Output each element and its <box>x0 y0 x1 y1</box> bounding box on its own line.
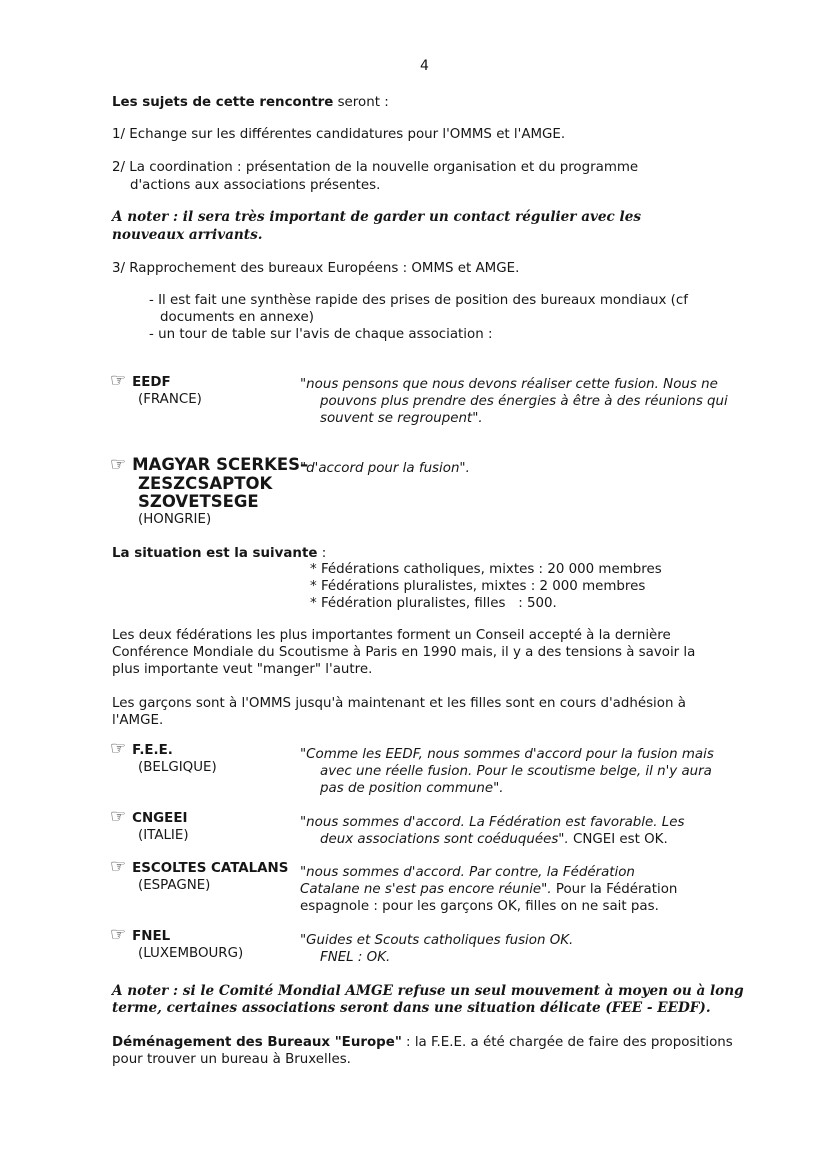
list-item: * Fédérations pluralistes, mixtes : 2 000 membres <box>310 579 646 594</box>
org-country: (FRANCE) <box>138 392 202 407</box>
org-name: MAGYAR SCERKES– <box>132 455 309 474</box>
situation-heading <box>112 545 326 562</box>
statement-line: "Comme les EEDF, nous sommes d'accord pour la fusion mais <box>300 747 714 762</box>
pointing-hand-icon: ☞ <box>110 856 127 877</box>
statement-plain: CNGEI est OK. <box>568 832 668 847</box>
situation-heading-bold: La situation est la suivante <box>112 546 318 561</box>
org-country: (HONGRIE) <box>138 512 212 527</box>
org-name: CNGEEI <box>132 811 188 826</box>
closing-paragraph <box>112 1034 733 1068</box>
bullet-1-line-2: documents en annexe) <box>160 310 314 325</box>
cngeei-statement <box>300 814 730 848</box>
situation-list <box>310 561 662 612</box>
paragraph-line: Les garçons sont à l'OMMS jusqu'à maintenant et les filles sont en cours d'adhésion à <box>112 696 686 711</box>
org-escoltes <box>110 858 300 894</box>
org-country: (LUXEMBOURG) <box>138 946 244 961</box>
intro-bold: Les sujets de cette rencontre <box>112 95 334 110</box>
list-item: * Fédérations catholiques, mixtes : 20 000 membres <box>310 562 662 577</box>
item-3: 3/ Rapprochement des bureaux Européens : OMMS et AMGE. <box>112 261 520 276</box>
fee-statement <box>300 746 730 797</box>
situation-heading-rest: : <box>317 546 327 561</box>
eedf-statement <box>300 376 730 427</box>
statement-line: "Guides et Scouts catholiques fusion OK. <box>300 933 574 948</box>
bullet-2: - un tour de table sur l'avis de chaque association : <box>149 327 493 342</box>
org-name: F.E.E. <box>132 743 173 758</box>
org-fee <box>110 740 290 776</box>
org-name: EEDF <box>132 375 171 390</box>
org-name-line: ZESZCSAPTOK <box>138 474 273 493</box>
pointing-hand-icon: ☞ <box>110 370 127 391</box>
paragraph-1 <box>112 627 695 678</box>
list-item: * Fédération pluralistes, filles : 500. <box>310 596 557 611</box>
item-2-line-2: d'actions aux associations présentes. <box>130 178 381 193</box>
org-country: (ITALIE) <box>138 828 189 843</box>
statement-line: "nous sommes d'accord. La Fédération est favorable. Les <box>300 815 685 830</box>
paragraph-2 <box>112 695 686 729</box>
closing-bold: Déménagement des Bureaux "Europe" <box>112 1035 402 1050</box>
paragraph-line: plus importante veut "manger" l'autre. <box>112 662 373 677</box>
statement-plain: Pour la Fédération <box>551 882 678 897</box>
closing-line <box>112 1034 733 1051</box>
fnel-statement <box>300 932 730 966</box>
note-2-line-1: A noter : si le Comité Mondial AMGE refuse un seul mouvement à moyen ou à long <box>112 983 744 999</box>
statement-line: pouvons plus prendre des énergies à être à des réunions qui <box>320 394 728 409</box>
org-name: ESCOLTES CATALANS <box>132 861 289 876</box>
magyar-statement: "d'accord pour la fusion". <box>300 461 470 476</box>
statement-line: espagnole : pour les garçons OK, filles on ne sait pas. <box>300 899 659 914</box>
item-2-line-1: 2/ La coordination : présentation de la nouvelle organisation et du programme <box>112 160 639 175</box>
statement-line: souvent se regroupent". <box>320 411 483 426</box>
pointing-hand-icon: ☞ <box>110 806 127 827</box>
pointing-hand-icon: ☞ <box>110 738 127 759</box>
org-fnel <box>110 926 290 962</box>
note-1-line-1: A noter : il sera très important de garder un contact régulier avec les <box>112 209 642 225</box>
escoltes-statement <box>300 864 730 915</box>
note-2-line-2: terme, certaines associations seront dans une situation délicate (FEE - EEDF). <box>112 1000 711 1016</box>
org-country: (ESPAGNE) <box>138 878 211 893</box>
closing-rest: : la F.E.E. a été chargée de faire des propositions <box>401 1035 733 1050</box>
statement-line <box>300 881 730 898</box>
paragraph-line: Les deux fédérations les plus importantes forment un Conseil accepté à la dernière <box>112 628 671 643</box>
statement-line <box>300 831 730 848</box>
statement-line: avec une réelle fusion. Pour le scoutisme belge, il n'y aura <box>320 764 712 779</box>
statement-italic: deux associations sont coéduquées". <box>320 832 569 847</box>
statement-line: "nous sommes d'accord. Par contre, la Fédération <box>300 865 635 880</box>
org-name-line <box>110 456 310 475</box>
statement-line: pas de position commune". <box>320 781 504 796</box>
statement-line: FNEL : OK. <box>320 950 391 965</box>
bullet-1-line-1: - Il est fait une synthèse rapide des prises de position des bureaux mondiaux (cf <box>149 293 688 308</box>
org-name: FNEL <box>132 929 171 944</box>
page-number: 4 <box>420 58 429 74</box>
paragraph-line: l'AMGE. <box>112 713 164 728</box>
statement-italic: Catalane ne s'est pas encore réunie". <box>300 882 552 897</box>
org-magyar <box>110 456 310 528</box>
pointing-hand-icon: ☞ <box>110 454 127 475</box>
intro-rest: seront : <box>333 95 389 110</box>
org-eedf <box>110 372 290 408</box>
pointing-hand-icon: ☞ <box>110 924 127 945</box>
org-name-line: SZOVETSEGE <box>138 492 259 511</box>
org-cngeei <box>110 808 290 844</box>
note-1-line-2: nouveaux arrivants. <box>112 227 263 243</box>
item-1: 1/ Echange sur les différentes candidatures pour l'OMMS et l'AMGE. <box>112 127 566 142</box>
intro-line <box>112 94 389 111</box>
closing-line: pour trouver un bureau à Bruxelles. <box>112 1052 351 1067</box>
org-country: (BELGIQUE) <box>138 760 217 775</box>
paragraph-line: Conférence Mondiale du Scoutisme à Paris en 1990 mais, il y a des tensions à savoir la <box>112 645 696 660</box>
statement-line: "nous pensons que nous devons réaliser cette fusion. Nous ne <box>300 377 718 392</box>
